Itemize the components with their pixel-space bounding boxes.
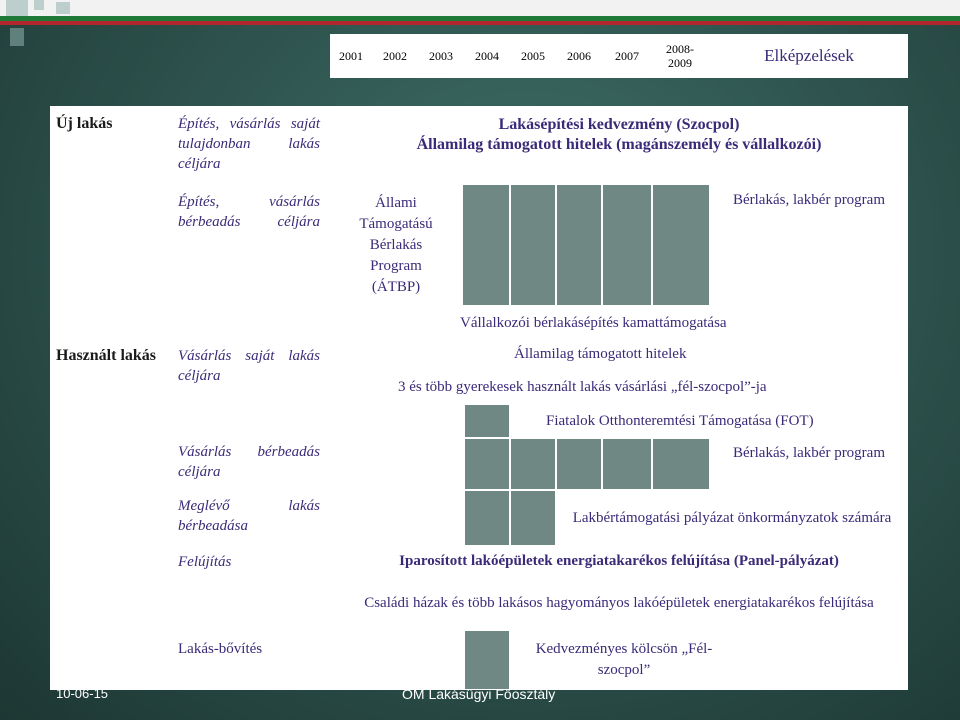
corporate-rental-cell <box>330 306 908 338</box>
row-new-home: Új lakás <box>56 115 113 132</box>
grey-cell-2004 <box>462 184 510 306</box>
rent-subsidy-label: Lakbértámogatási pályázat önkormányzatok számára <box>572 510 892 526</box>
rental-program-cell-2 <box>710 438 908 490</box>
existing-rent-grey-2004 <box>464 490 510 546</box>
buy-rent-grey-2007 <box>602 438 652 490</box>
decorative-square <box>34 0 44 10</box>
row-used-home: Használt lakás <box>56 347 157 364</box>
fot-row-white <box>330 404 464 438</box>
decorative-square <box>6 0 28 16</box>
buy-rent-row-white <box>330 438 464 490</box>
fot-grey-cell <box>464 404 510 438</box>
existing-rent-grey-2005 <box>510 490 556 546</box>
rental-program-label-2: Bérlakás, lakbér program <box>732 445 886 461</box>
buy-rent-grey-2008 <box>652 438 710 490</box>
extension-grey-2004 <box>464 630 510 690</box>
year-2004: 2004 <box>475 49 499 63</box>
purpose-buy-own: Vásárlás saját lakás céljára <box>178 348 320 384</box>
existing-rent-row-white <box>330 490 464 546</box>
page-number: 13 <box>872 664 906 688</box>
top-white-band <box>0 0 960 16</box>
state-loans-label: Államilag támogatott hitelek <box>514 346 687 362</box>
year-2005: 2005 <box>521 49 545 63</box>
purpose-build-rent: Építés, vásárlás bérbeadás céljára <box>178 194 320 230</box>
purpose-buy-rent: Vásárlás bérbeadás céljára <box>178 444 320 480</box>
purpose-renovation: Felújítás <box>178 554 232 570</box>
fot-cell <box>510 404 908 438</box>
rental-program-label-1: Bérlakás, lakbér program <box>732 192 886 208</box>
purpose-existing-rent: Meglévő lakás bérbeadása <box>178 498 320 534</box>
preferential-loan-cell <box>510 630 908 690</box>
year-2007: 2007 <box>615 49 639 63</box>
year-2002: 2002 <box>383 49 407 63</box>
szocpol-line-2: Államilag támogatott hitelek (magánszemély és vállalkozói) <box>416 136 822 153</box>
footer-date: 10-06-15 <box>56 686 109 701</box>
grey-cell-2005 <box>510 184 556 306</box>
preferential-loan-label: Kedvezményes kölcsön „Fél-szocpol” <box>535 641 713 678</box>
rental-program-cell-1 <box>710 184 908 306</box>
decorative-square <box>56 2 70 14</box>
grey-cell-2008 <box>652 184 710 306</box>
rent-subsidy-cell <box>556 490 908 546</box>
year-2003: 2003 <box>429 49 453 63</box>
fot-label: Fiatalok Otthonteremtési Támogatása (FOT) <box>546 413 814 429</box>
decorative-square <box>10 28 24 46</box>
corporate-rental-label: Vállalkozói bérlakásépítés kamattámogatása <box>460 315 727 331</box>
panel-cell <box>330 546 908 576</box>
purpose-build-own: Építés, vásárlás saját tulajdonban lakás céljára <box>178 116 320 172</box>
year-2008-2009: 2008- 2009 <box>666 42 694 70</box>
family-houses-label: Családi házak és több lakásos hagyományos lakóépületek energiatakarékos felújítása <box>364 594 874 611</box>
atbp-cell <box>330 184 462 306</box>
year-2006: 2006 <box>567 49 591 63</box>
top-red-band <box>0 21 960 25</box>
three-children-cell <box>330 370 908 404</box>
buy-rent-grey-2006 <box>556 438 602 490</box>
extension-row-white <box>330 630 464 690</box>
three-children-label: 3 és több gyerekesek használt lakás vásárlási „fél-szocpol”-ja <box>398 379 767 395</box>
state-loans-cell <box>330 338 908 370</box>
family-houses-cell <box>330 576 908 630</box>
szocpol-line-1: Lakásépítési kedvezmény (Szocpol) <box>498 116 740 133</box>
grey-cell-2006 <box>556 184 602 306</box>
grey-cell-2007 <box>602 184 652 306</box>
buy-rent-grey-2005 <box>510 438 556 490</box>
year-2001: 2001 <box>339 49 363 63</box>
vision-header <box>710 34 908 78</box>
atbp-label: Állami Támogatású Bérlakás Program (ÁTBP) <box>359 194 433 295</box>
footer-org: OM Lakásügyi Főosztály <box>402 686 556 702</box>
buy-rent-grey-2004 <box>464 438 510 490</box>
vision-header-label: Elképzelések <box>764 46 854 65</box>
panel-label: Iparosított lakóépületek energiatakarékos felújítása (Panel-pályázat) <box>399 553 839 569</box>
purpose-extension: Lakás-bővítés <box>178 641 263 657</box>
